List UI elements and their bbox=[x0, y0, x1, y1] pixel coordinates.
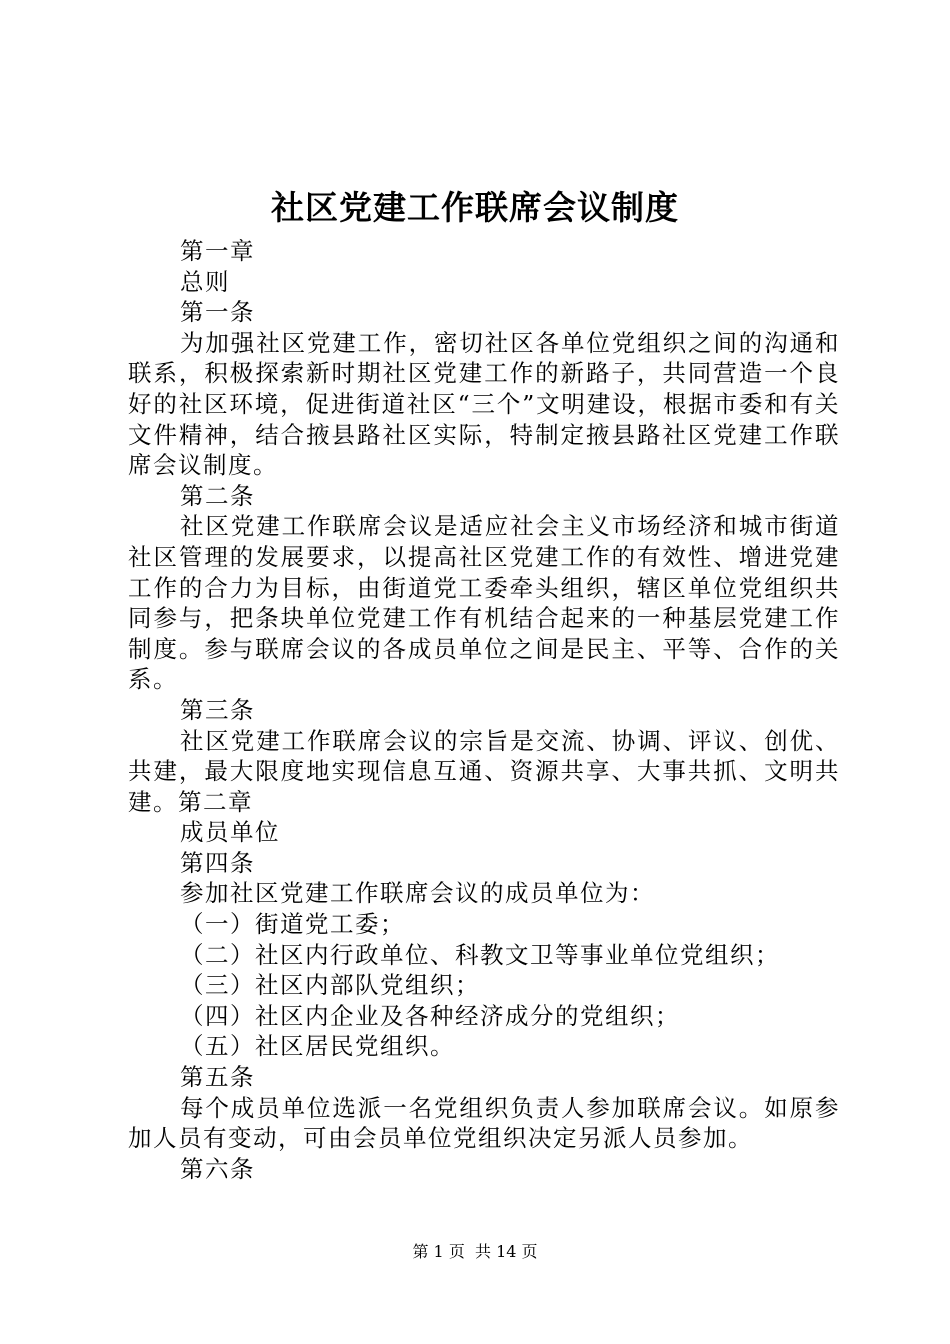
article-heading: 第二条 bbox=[180, 481, 255, 510]
chapter-title: 成员单位 bbox=[180, 818, 280, 847]
document-body bbox=[128, 236, 840, 1184]
page-number-label: 第 1 页 共 14 页 bbox=[412, 1242, 538, 1261]
article-heading: 第四条 bbox=[180, 848, 255, 877]
list-item: （五）社区居民党组织。 bbox=[180, 1032, 455, 1061]
list-item: （一）街道党工委； bbox=[180, 910, 405, 939]
article-heading: 第六条 bbox=[180, 1154, 255, 1183]
article-heading: 第五条 bbox=[180, 1063, 255, 1092]
chapter-heading: 第一章 bbox=[180, 237, 255, 265]
list-item: （二）社区内行政单位、科教文卫等事业单位党组织； bbox=[180, 940, 780, 969]
article-heading: 第一条 bbox=[180, 298, 255, 327]
list-item: （四）社区内企业及各种经济成分的党组织； bbox=[180, 1001, 680, 1030]
list-item: （三）社区内部队党组织； bbox=[180, 971, 480, 1000]
article-paragraph: 每个成员单位选派一名党组织负责人参加联席会议。如原参加人员有变动，可由会员单位党组织决定另派人员参加。 bbox=[128, 1093, 840, 1153]
article-paragraph: 社区党建工作联席会议是适应社会主义市场经济和城市街道社区管理的发展要求，以提高社区党建工作的有效性、增进党建工作的合力为目标，由街道党工委牵头组织，辖区单位党组织共同参与，把条块单位党建工作有机结合起来的一种基层党建工作制度。参与联席会议的各成员单位之间是民主、平等、合作的关系。 bbox=[128, 512, 840, 694]
article-paragraph: 社区党建工作联席会议的宗旨是交流、协调、评议、创优、共建，最大限度地实现信息互通、资源共享、大事共抓、文明共建。第二章 bbox=[128, 726, 840, 816]
article-heading: 第三条 bbox=[180, 695, 255, 724]
article-paragraph: 参加社区党建工作联席会议的成员单位为： bbox=[180, 879, 655, 908]
chapter-title: 总则 bbox=[180, 267, 230, 296]
document-title: 社区党建工作联席会议制度 bbox=[271, 188, 679, 227]
page-footer bbox=[0, 1240, 950, 1264]
article-paragraph: 为加强社区党建工作，密切社区各单位党组织之间的沟通和联系，积极探索新时期社区党建工作的新路子，共同营造一个良好的社区环境，促进街道社区“三个”文明建设，根据市委和有关文件精神，结合掖县路社区实际，特制定掖县路社区党建工作联席会议制度。 bbox=[128, 328, 840, 480]
